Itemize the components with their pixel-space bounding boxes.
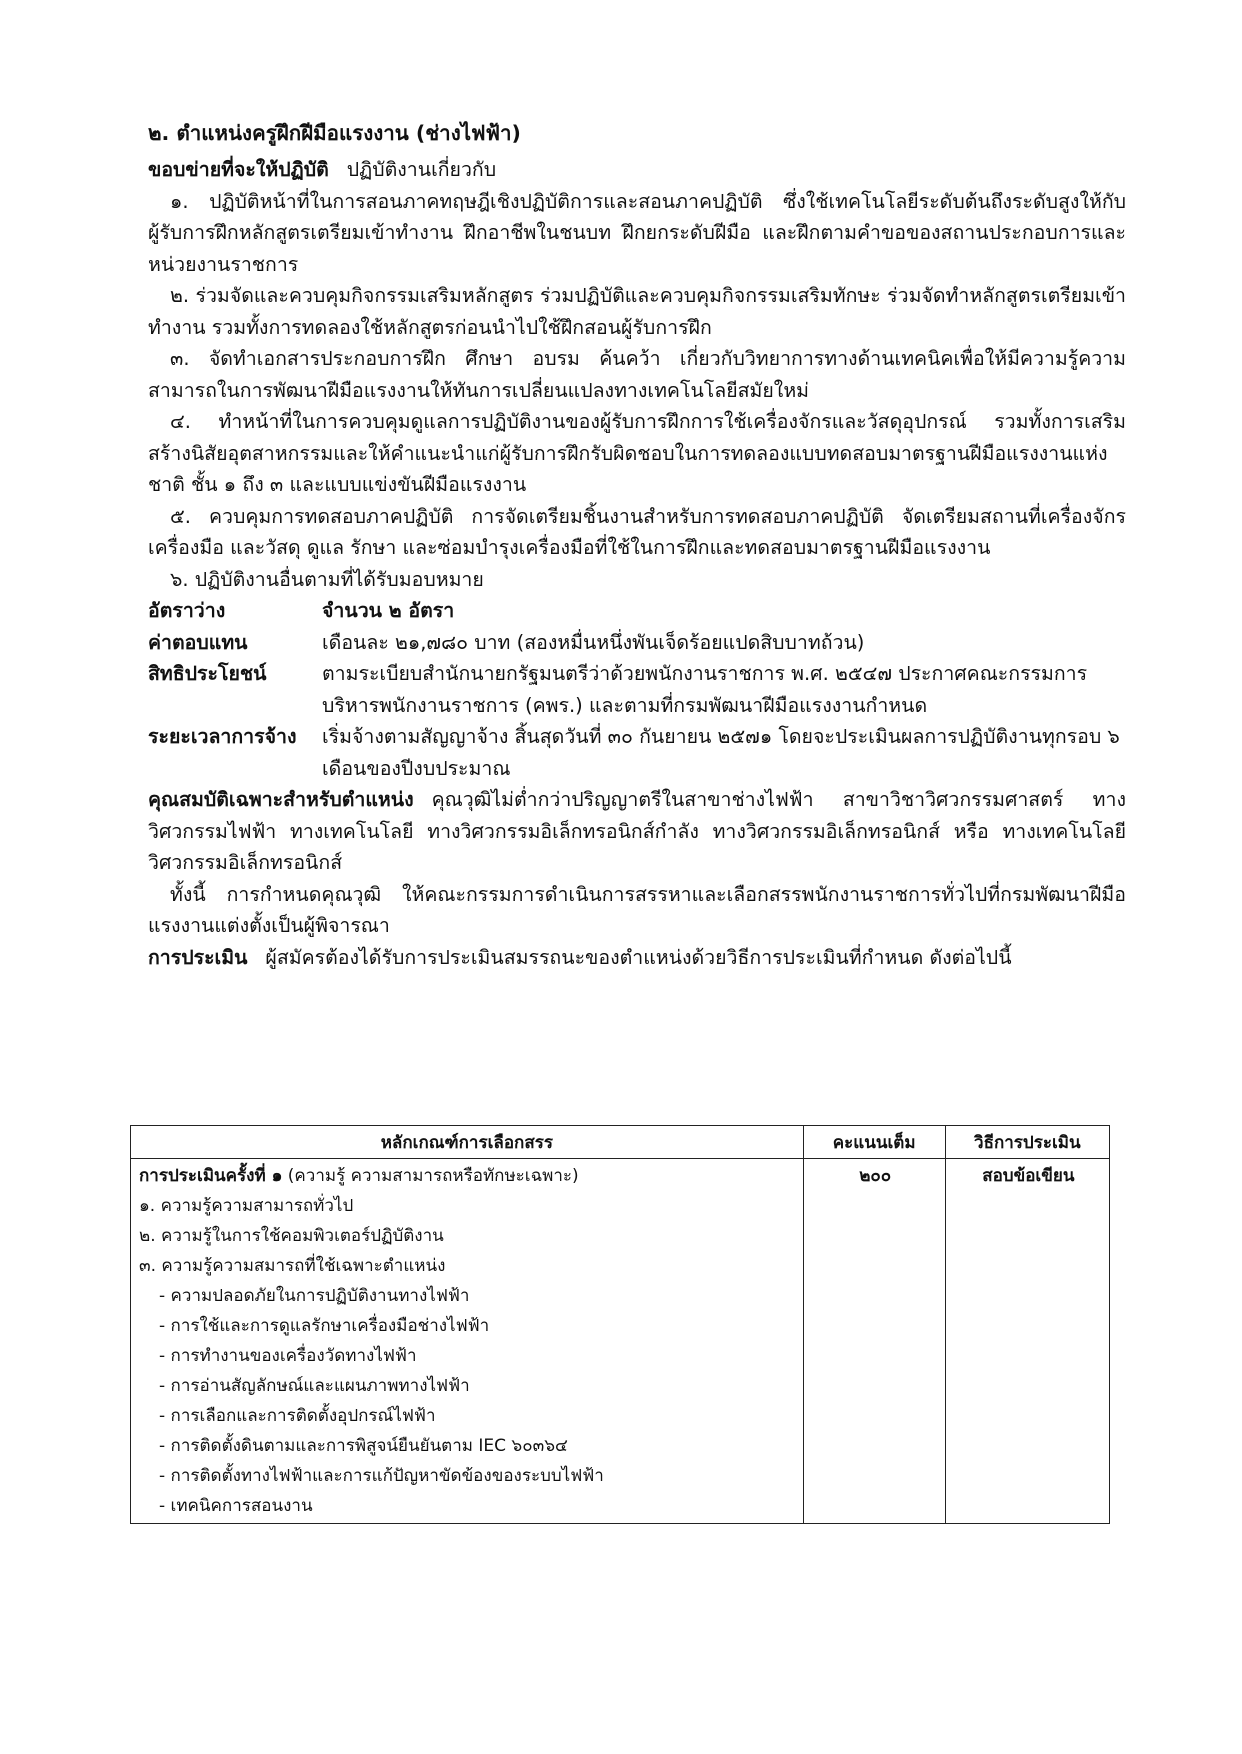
term-label: ระยะเวลาการจ้าง: [148, 725, 297, 748]
term-value: เริ่มจ้างตามสัญญาจ้าง สิ้นสุดวันที่ ๓๐ กันยายน ๒๕๗๑ โดยจะประเมินผลการปฏิบัติงานทุกรอบ ๖ เดือนของปีงบประมาณ: [322, 725, 1120, 780]
evaluation-label: การประเมิน: [148, 945, 248, 969]
evaluation-method: สอบข้อเขียน: [982, 1166, 1075, 1186]
benefits-label: สิทธิประโยชน์: [148, 662, 267, 685]
criteria-table: [130, 1125, 1110, 1524]
duty-1: ๑. ปฏิบัติหน้าที่ในการสอนภาคทฤษฎีเชิงปฏิบัติการและสอนภาคปฏิบัติ ซึ่งใช้เทคโนโลยีระดับต้นถึงระดับสูงให้กับผู้รับการฝึกหลักสูตรเตรียมเข้าทำงาน ฝึกอาชีพในชนบท ฝึกยกระดับฝีมือ และฝึกตามคำขอของสถานประกอบการและหน่วยงานราชการ: [148, 189, 1126, 276]
vacancy-row: [148, 595, 1126, 627]
salary-label: ค่าตอบแทน: [148, 630, 248, 654]
criteria-subitem: - การใช้และการดูแลรักษาเครื่องมือช่างไฟฟ้า: [159, 1316, 490, 1336]
score-cell: [803, 1159, 945, 1524]
evaluation-text: ผู้สมัครต้องได้รับการประเมินสมรรถนะของตำแหน่งด้วยวิธีการประเมินที่กำหนด ดังต่อไปนี้: [265, 945, 1012, 969]
vacancy-value: จำนวน ๒ อัตรา: [322, 599, 455, 622]
full-score: ๒๐๐: [859, 1166, 892, 1186]
criteria-cell: [131, 1159, 804, 1524]
scope-text: ปฏิบัติงานเกี่ยวกับ: [346, 158, 497, 181]
table-header-row: [131, 1126, 1110, 1159]
criteria-item: ๓. ความรู้ความสมารถที่ใช้เฉพาะตำแหน่ง: [139, 1256, 446, 1276]
qualification-paragraph: [148, 784, 1126, 879]
criteria-subitem: - การเลือกและการติดตั้งอุปกรณ์ไฟฟ้า: [159, 1406, 436, 1426]
header-criteria: หลักเกณฑ์การเลือกสรร: [131, 1126, 804, 1159]
criteria-subitem: - ความปลอดภัยในการปฏิบัติงานทางไฟฟ้า: [159, 1286, 470, 1306]
benefits-value: ตามระเบียบสำนักนายกรัฐมนตรีว่าด้วยพนักงานราชการ พ.ศ. ๒๕๔๗ ประกาศคณะกรรมการบริหารพนักงานราชการ (คพร.) และตามที่กรมพัฒนาฝีมือแรงงานกำหนด: [322, 662, 1088, 717]
criteria-subitem: - การติดตั้งดินตามและการพิสูจน์ยืนยันตาม IEC ๖๐๓๖๔: [159, 1436, 568, 1456]
criteria-subitem: - เทคนิคการสอนงาน: [159, 1496, 313, 1516]
duty-5: ๕. ควบคุมการทดสอบภาคปฏิบัติ การจัดเตรียมชิ้นงานสำหรับการทดสอบภาคปฏิบัติ จัดเตรียมสถานที่เครื่องจักร เครื่องมือ และวัสดุ ดูแล รักษา และซ่อมบำรุงเครื่องมือที่ใช้ในการฝึกและทดสอบมาตรฐานฝีมือแรงงาน: [148, 504, 1126, 559]
criteria-subitem: - การทำงานของเครื่องวัดทางไฟฟ้า: [159, 1346, 417, 1366]
note-paragraph: ทั้งนี้ การกำหนดคุณวุฒิ ให้คณะกรรมการดำเนินการสรรหาและเลือกสรรพนักงานราชการทั่วไปที่กรมพัฒนาฝีมือแรงงานแต่งตั้งเป็นผู้พิจารณา: [148, 882, 1126, 937]
document-page: [148, 118, 1126, 973]
duty-2: ๒. ร่วมจัดและควบคุมกิจกรรมเสริมหลักสูตร ร่วมปฏิบัติและควบคุมกิจกรรมเสริมทักษะ ร่วมจัดทำหลักสูตรเตรียมเข้าทำงาน รวมทั้งการทดลองใช้หลักสูตรก่อนนำไปใช้ฝึกสอนผู้รับการฝึก: [148, 284, 1126, 339]
salary-value: เดือนละ ๒๑,๗๘๐ บาท (สองหมื่นหนึ่งพันเจ็ดร้อยแปดสิบบาทถ้วน): [322, 630, 865, 654]
term-row: [148, 721, 1126, 784]
round-line: [139, 1161, 797, 1191]
salary-row: [148, 627, 1126, 659]
qualification-text: คุณวุฒิไม่ต่ำกว่าปริญญาตรีในสาขาช่างไฟฟ้า สาขาวิชาวิศวกรรมศาสตร์ ทางวิศวกรรมไฟฟ้า ทางเทคโนโลยี ทางวิศวกรรมอิเล็กทรอนิกส์กำลัง ทางวิศวกรรมอิเล็กทรอนิกส์ หรือ ทางเทคโนโลยีวิศวกรรมอิเล็กทรอนิกส์: [148, 788, 1126, 874]
duty-3: ๓. จัดทำเอกสารประกอบการฝึก ศึกษา อบรม ค้นคว้า เกี่ยวกับวิทยาการทางด้านเทคนิคเพื่อให้มีความรู้ความสามารถในการพัฒนาฝีมือแรงงานให้ทันการเปลี่ยนแปลงทางเทคโนโลยีสมัยใหม่: [148, 347, 1126, 402]
vacancy-label: อัตราว่าง: [148, 599, 226, 622]
scope-line: [148, 154, 1126, 186]
method-cell: [945, 1159, 1109, 1524]
scope-label: ขอบข่ายที่จะให้ปฏิบัติ: [148, 158, 329, 181]
duty-6: ๖. ปฏิบัติงานอื่นตามที่ได้รับมอบหมาย: [170, 567, 484, 591]
benefits-row: [148, 658, 1126, 721]
criteria-subitem: - การอ่านสัญลักษณ์และแผนภาพทางไฟฟ้า: [159, 1376, 470, 1396]
round-desc: (ความรู้ ความสามารถหรือทักษะเฉพาะ): [287, 1166, 579, 1186]
header-score: คะแนนเต็ม: [803, 1126, 945, 1159]
evaluation-line: [148, 942, 1126, 974]
criteria-subitem: - การติดตั้งทางไฟฟ้าและการแก้ปัญหาขัดข้องของระบบไฟฟ้า: [159, 1466, 604, 1486]
header-method: วิธีการประเมิน: [945, 1126, 1109, 1159]
criteria-item: ๒. ความรู้ในการใช้คอมพิวเตอร์ปฏิบัติงาน: [139, 1226, 444, 1246]
qualification-label: คุณสมบัติเฉพาะสำหรับตำแหน่ง: [148, 788, 414, 811]
position-heading: ๒. ตำแหน่งครูฝึกฝีมือแรงงาน (ช่างไฟฟ้า): [148, 121, 521, 145]
table-row: [131, 1159, 1110, 1524]
criteria-item: ๑. ความรู้ความสามารถทั่วไป: [139, 1196, 354, 1216]
duty-4: ๔. ทำหน้าที่ในการควบคุมดูแลการปฏิบัติงานของผู้รับการฝึกการใช้เครื่องจักรและวัสดุอุปกรณ์ รวมทั้งการเสริมสร้างนิสัยอุตสาหกรรมและให้คำแนะนำแก่ผู้รับการฝึกรับผิดชอบในการทดลองแบบทดสอบมาตรฐานฝีมือแรงงานแห่งชาติ ชั้น ๑ ถึง ๓ และแบบแข่งขันฝีมือแรงงาน: [148, 410, 1126, 496]
round-label: การประเมินครั้งที่ ๑: [139, 1166, 283, 1186]
